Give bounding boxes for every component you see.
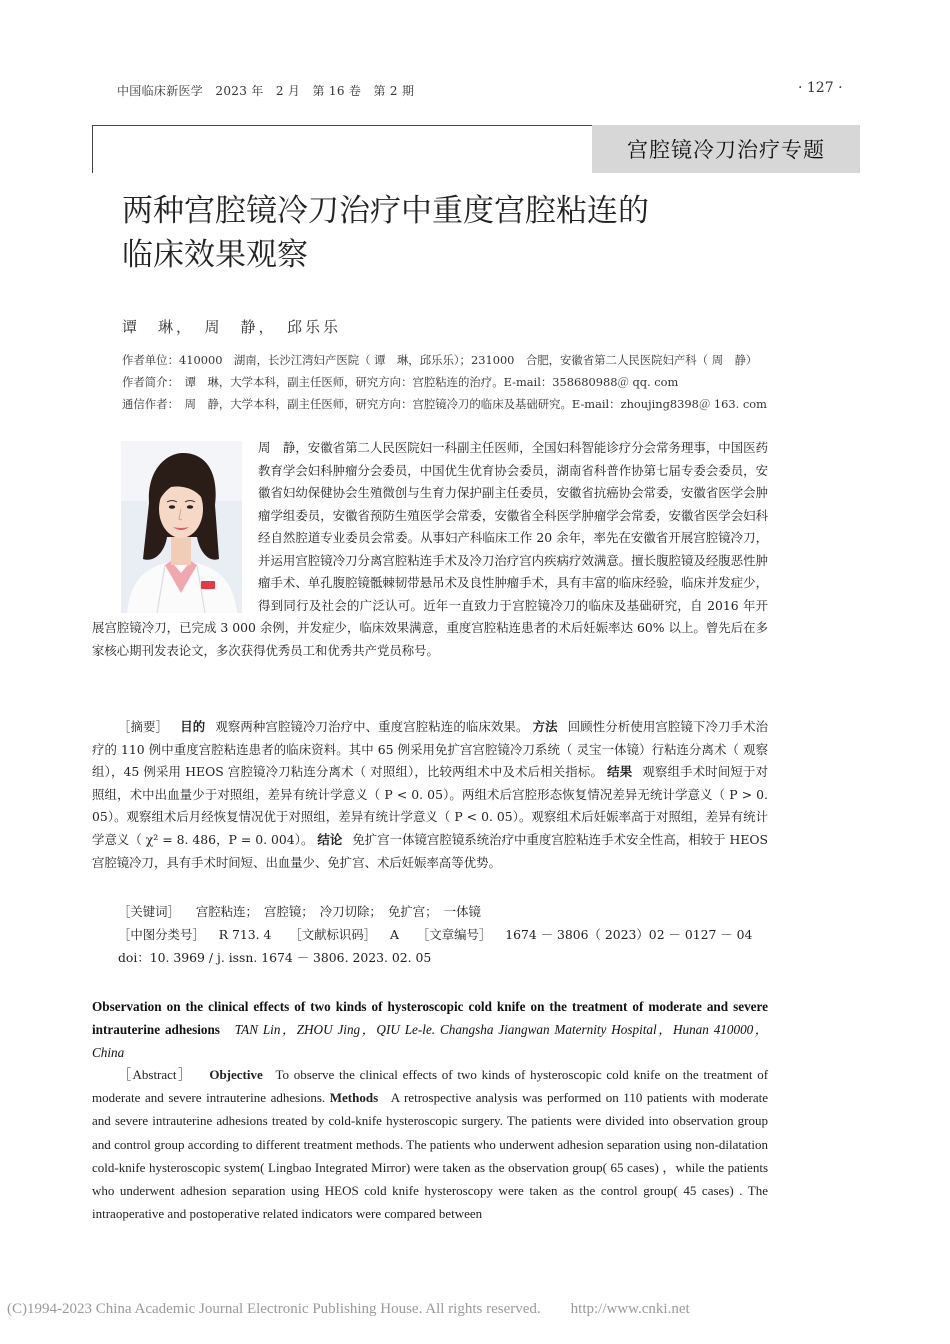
topic-label: 宫腔镜冷刀治疗专题 bbox=[592, 125, 860, 173]
clc-value: R 713. 4 bbox=[218, 927, 272, 942]
article-title bbox=[122, 189, 842, 277]
keywords-items: 宫腔粘连； 宫腔镜； 冷刀切除； 免扩宫； 一体镜 bbox=[195, 904, 481, 919]
english-title-block bbox=[92, 995, 768, 1064]
article-number-label: ［文章编号］ bbox=[416, 927, 492, 942]
article-number-value: 1674 － 3806（ 2023）02 － 0127 － 04 bbox=[505, 927, 753, 942]
title-line-2: 临床效果观察 bbox=[122, 237, 308, 273]
english-abstract bbox=[92, 1063, 768, 1225]
objective-text: 观察两种宫腔镜冷刀治疗中、重度宫腔粘连的临床效果。 bbox=[215, 719, 529, 734]
chinese-abstract bbox=[92, 716, 768, 874]
author-unit: 作者单位：410000 湖南，长沙江湾妇产医院（ 谭 琳，邱乐乐）；231000 合肥，安徽省第二人民医院妇产科（ 周 静） bbox=[122, 353, 758, 367]
journal-info: 中国临床新医学 2023 年 2 月 第 16 卷 第 2 期 bbox=[117, 84, 415, 98]
abstract-label: ［摘要］ bbox=[118, 719, 169, 734]
conclusion-text: 免扩宫一体镜宫腔镜系统治疗中重度宫腔粘连手术安全性高，相较于 HEOS 宫腔镜冷刀，具有手术时间短、出血量少、免扩宫、术后妊娠率高等优势。 bbox=[92, 831, 769, 870]
clc-label: ［中图分类号］ bbox=[118, 927, 205, 942]
keywords-label: ［关键词］ bbox=[118, 904, 180, 919]
title-line-1: 两种宫腔镜冷刀治疗中重度宫腔粘连的 bbox=[122, 193, 649, 229]
keywords bbox=[118, 902, 481, 920]
methods-label: 方法 bbox=[532, 719, 558, 734]
copyright-footer: (C)1994-2023 China Academic Journal Electronic Publishing House. All rights reserved. http://www.cnki.net bbox=[7, 1301, 690, 1317]
english-authors: TAN Lin，ZHOU Jing，QIU Le-le. Changsha Jiangwan Maternity Hospital，Hunan 410000，China bbox=[92, 1022, 768, 1060]
methods-text: 回顾性分析使用宫腔镜下冷刀手术治疗的 110 例中重度宫腔粘连患者的临床资料。其中 65 例采用免扩宫宫腔镜冷刀系统（ 灵宝一体镜）行粘连分离术（ 观察组），45 例采用 HEOS 宫腔镜冷刀粘连分离术（ 对照组），比较两组术中及术后相关指标。 bbox=[92, 719, 768, 780]
author-biography bbox=[92, 437, 768, 662]
english-objective-label: Objective bbox=[209, 1067, 263, 1082]
objective-label: 目的 bbox=[180, 719, 206, 734]
english-title: Observation on the clinical effects of two kinds of hysteroscopic cold knife on the treatment of moderate and severe intrauterine adhesions bbox=[92, 999, 768, 1037]
english-abstract-label: ［Abstract］ bbox=[118, 1067, 193, 1082]
biography-text: 周 静，安徽省第二人民医院妇一科副主任医师，全国妇科智能诊疗分会常务理事，中国医药教育学会妇科肿瘤分会委员，中国优生优育协会委员，湖南省科普作协第七届专委会委员，安徽省妇幼保健协会生殖微创与生育力保护副主任委员，安徽省抗癌协会常委，安徽省医学会肿瘤学组委员，安徽省预防生殖医学会常委，安徽省全科医学肿瘤学会常委，安徽省医学会妇科经自然腔道专业委员会常委。从事妇产科临床工作 20 余年，率先在安徽省开展宫腔镜冷刀，并运用宫腔镜冷刀分离宫腔粘连手术及冷刀治疗宫内疾病疗效满意。擅长腹腔镜及经腹恶性肿瘤手术、单孔腹腔镜骶棘韧带悬吊术及良性肿瘤手术，具有丰富的临床经验，临床并发症少，得到同行及社会的广泛认可。近年一直致力于宫腔镜冷刀的临床及基础研究，自 2016 年开展宫腔镜冷刀，已完成 3 000 余例，并发症少，临床效果满意，重度宫腔粘连患者的术后妊娠率达 60% 以上。曾先后在多家核心期刊发表论文，多次获得优秀员工和优秀共产党员称号。 bbox=[92, 440, 768, 658]
document-code-label: ［文献标识码］ bbox=[289, 927, 377, 942]
author-intro: 作者简介： 谭 琳，大学本科，副主任医师，研究方向：宫腔粘连的治疗。E-mail：358680988＠ qq. com bbox=[122, 375, 679, 389]
page-number: · 127 · bbox=[798, 80, 843, 96]
english-methods-text: A retrospective analysis was performed on 110 patients with moderate and severe intrauterine adhesions treated by cold-knife hysteroscopic surgery. The patients were divided into observation group and control group according to different treatment methods. The patients who underwent adhesion separation using non-dilatation cold-knife hysteroscopic system( Lingbao Integrated Mirror) were taken as the observation group( 65 cases) ，while the patients who underwent adhesion separation using HEOS cold knife hysteroscopy were taken as the control group( 45 cases) . The intraoperative and postoperative related indicators were compared between bbox=[92, 1090, 769, 1222]
english-methods-label: Methods bbox=[329, 1090, 379, 1106]
classification bbox=[118, 925, 752, 943]
results-label: 结果 bbox=[607, 764, 633, 780]
conclusion-label: 结论 bbox=[317, 831, 343, 847]
doi: doi：10. 3969 / j. issn. 1674 － 3806. 2023. 02. 05 bbox=[118, 950, 432, 965]
topic-rule-vertical bbox=[92, 125, 93, 173]
authors: 谭 琳， 周 静， 邱乐乐 bbox=[122, 318, 342, 336]
results-text: 观察组手术时间短于对照组，术中出血量少于对照组，差异有统计学意义（ P < 0. 05）。两组术后宫腔形态恢复情况差异无统计学意义（ P > 0. 05）。观察组术后月经恢复情况优于对照组，差异有统计学意义（ P < 0. 05）。观察组术后妊娠率高于对照组，差异有统计学意义（ χ² = 8. 486，P = 0. 004）。 bbox=[92, 764, 768, 847]
photo-spacer bbox=[92, 437, 258, 617]
corresponding-author: 通信作者： 周 静，大学本科，副主任医师，研究方向：宫腔镜冷刀的临床及基础研究。E-mail：zhoujing8398＠ 163. com bbox=[122, 397, 767, 411]
english-objective-text: To observe the clinical effects of two kinds of hysteroscopic cold knife on the treatment of moderate and severe intrauterine adhesions. bbox=[92, 1067, 769, 1106]
document-code-value: A bbox=[390, 927, 399, 942]
